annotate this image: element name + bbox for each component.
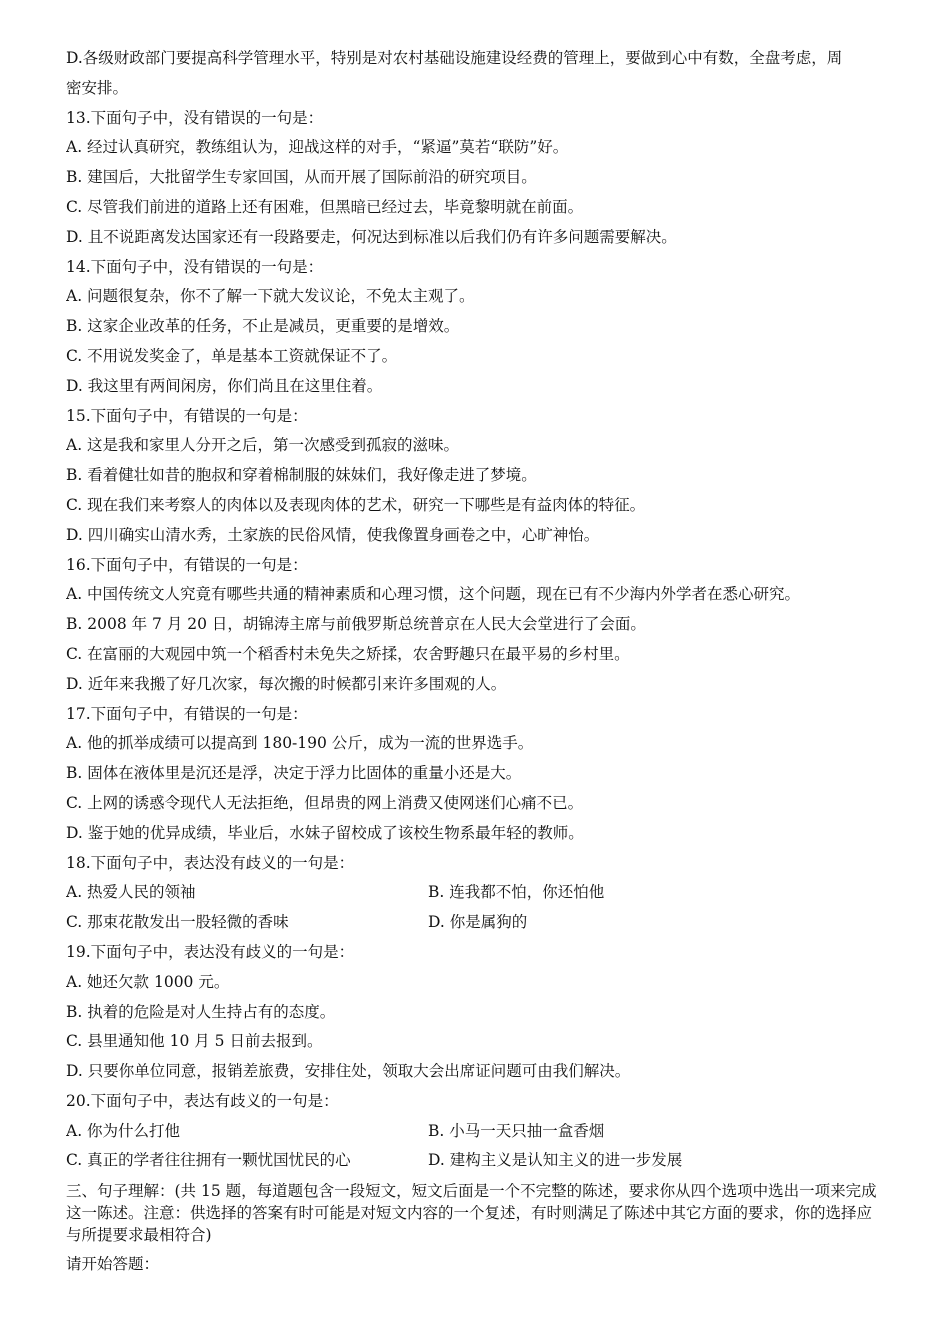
option-c: C. 不用说发奖金了，单是基本工资就保证不了。 <box>66 346 398 365</box>
option-a: A. 中国传统文人究竟有哪些共通的精神素质和心理习惯，这个问题，现在已有不少海内外学者在悉心研究。 <box>66 585 801 604</box>
option-d: D. 且不说距离发达国家还有一段路要走，何况达到标准以后我们仍有许多问题需要解决。 <box>66 227 677 246</box>
option-a: A. 她还欠款 1000 元。 <box>66 972 230 991</box>
option-a: A. 经过认真研究，教练组认为，迎战这样的对手，“紧逼”莫若“联防”好。 <box>66 138 569 157</box>
option-a: A. 这是我和家里人分开之后，第一次感受到孤寂的滋味。 <box>66 436 460 455</box>
section-heading: 三、句子理解：(共 15 题，每道题包含一段短文，短文后面是一个不完整的陈述，要求你从四个选项中选出一项来完成这一陈述。注意：供选择的答案有时可能是对短文内容的一个复述，有时则满足了陈述中其它方面的要求，你的选择应与所提要求最相符合) <box>66 1182 877 1245</box>
option-a: A. 问题很复杂，你不了解一下就大发议论，不免太主观了。 <box>66 287 475 306</box>
option-line-continuation: 密安排。 <box>66 78 129 97</box>
option-b: B. 2008 年 7 月 20 日，胡锦涛主席与前俄罗斯总统普京在人民大会堂进行了会面。 <box>66 615 646 634</box>
option-a: A. 你为什么打他 <box>66 1121 181 1140</box>
option-c: C. 真正的学者往往拥有一颗忧国忧民的心 <box>66 1151 351 1170</box>
option-b: B. 固体在液体里是沉还是浮，决定于浮力比固体的重量小还是大。 <box>66 764 522 783</box>
question-stem: 15.下面句子中，有错误的一句是： <box>66 406 308 425</box>
option-row <box>66 882 886 902</box>
option-d: D. 只要你单位同意，报销差旅费，安排住处，领取大会出席证问题可由我们解决。 <box>66 1062 631 1081</box>
exam-page <box>66 48 886 1284</box>
option-d: D. 近年来我搬了好几次家，每次搬的时候都引来许多围观的人。 <box>66 674 507 693</box>
option-c: C. 尽管我们前进的道路上还有困难，但黑暗已经过去，毕竟黎明就在前面。 <box>66 197 584 216</box>
question-17 <box>66 704 886 843</box>
question-stem: 20.下面句子中，表达有歧义的一句是： <box>66 1091 339 1110</box>
option-d: D. 四川确实山清水秀，土家族的民俗风情，使我像置身画卷之中，心旷神怡。 <box>66 525 600 544</box>
option-row <box>66 912 886 932</box>
option-c: C. 县里通知他 10 月 5 日前去报到。 <box>66 1032 323 1051</box>
option-row <box>66 1150 886 1170</box>
option-a: A. 他的抓举成绩可以提高到 180-190 公斤，成为一流的世界选手。 <box>66 734 534 753</box>
question-18 <box>66 853 886 933</box>
option-c: C. 上网的诱惑令现代人无法拒绝，但昂贵的网上消费又使网迷们心痛不已。 <box>66 793 584 812</box>
question-20 <box>66 1091 886 1171</box>
option-b: B. 建国后，大批留学生专家回国，从而开展了国际前沿的研究项目。 <box>66 168 537 187</box>
option-d: D. 我这里有两间闲房，你们尚且在这里住着。 <box>66 376 383 395</box>
question-15 <box>66 406 886 545</box>
option-d: D. 鉴于她的优异成绩，毕业后，水妹子留校成了该校生物系最年轻的教师。 <box>66 823 584 842</box>
option-d: D. 建构主义是认知主义的进一步发展 <box>428 1151 683 1170</box>
option-b: B. 小马一天只抽一盒香烟 <box>428 1121 605 1140</box>
question-14 <box>66 257 886 396</box>
question-stem: 19.下面句子中，表达没有歧义的一句是： <box>66 942 355 961</box>
option-row <box>66 1121 886 1141</box>
question-stem: 18.下面句子中，表达没有歧义的一句是： <box>66 853 355 872</box>
option-b: B. 执着的危险是对人生持占有的态度。 <box>66 1002 336 1021</box>
question-stem: 14.下面句子中，没有错误的一句是： <box>66 257 324 276</box>
option-b: B. 连我都不怕，你还怕他 <box>428 883 605 902</box>
question-stem: 17.下面句子中，有错误的一句是： <box>66 704 308 723</box>
question-stem: 16.下面句子中，有错误的一句是： <box>66 555 308 574</box>
option-b: B. 这家企业改革的任务，不止是减员，更重要的是增效。 <box>66 317 460 336</box>
option-a: A. 热爱人民的领袖 <box>66 883 196 902</box>
question-19 <box>66 942 886 1081</box>
question-16 <box>66 555 886 694</box>
start-prompt: 请开始答题： <box>66 1255 160 1274</box>
option-c: C. 现在我们来考察人的肉体以及表现肉体的艺术，研究一下哪些是有益肉体的特征。 <box>66 495 646 514</box>
option-d: D. 你是属狗的 <box>428 913 528 932</box>
question-stem: 13.下面句子中，没有错误的一句是： <box>66 108 324 127</box>
question-13 <box>66 108 886 247</box>
option-c: C. 那束花散发出一股轻微的香味 <box>66 913 289 932</box>
option-b: B. 看着健壮如昔的胞叔和穿着棉制服的妹妹们，我好像走进了梦境。 <box>66 466 537 485</box>
option-c: C. 在富丽的大观园中筑一个稻香村未免失之矫揉，农舍野趣只在最平易的乡村里。 <box>66 644 630 663</box>
option-line: D.各级财政部门要提高科学管理水平，特别是对农村基础设施建设经费的管理上，要做到心中有数，全盘考虑，周 <box>66 49 843 67</box>
